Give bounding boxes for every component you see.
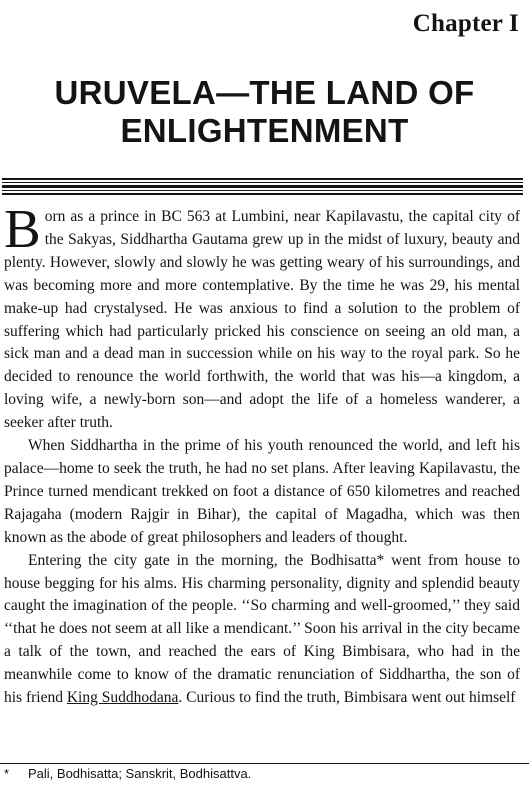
paragraph-3-end: . Curious to find the truth, Bimbisara went out himself (178, 689, 516, 707)
paragraph-2: When Siddhartha in the prime of his youth renounced the world, and left his palace—home to seek the truth, he had no set plans. After leaving Kapilavastu, the Prince turned mendicant trekked on foot a distance of 650 kilometres and reached Rajagaha (modern Rajgir in Bihar), the capital of Magadha, which was then known as the abode of great philosophers and leaders of thought. (4, 437, 520, 546)
footnote-divider (0, 763, 529, 764)
body-text (4, 198, 520, 710)
rule-line-4 (2, 190, 523, 191)
title-rule-divider (2, 178, 523, 198)
footnote (4, 766, 251, 781)
rule-line-5 (2, 193, 523, 195)
rule-line-2 (2, 182, 523, 183)
paragraph-3 (4, 550, 520, 710)
footnote-text: Pali, Bodhisatta; Sanskrit, Bodhisattva. (28, 766, 252, 781)
rule-line-3 (2, 185, 523, 188)
paragraph-1 (4, 198, 520, 435)
chapter-title (0, 74, 529, 150)
footnote-mark: * (4, 766, 10, 781)
chapter-label: Chapter I (412, 10, 519, 37)
paragraph-3-underlined: King Suddhodana (66, 689, 179, 707)
chapter-title-line-2: ENLIGHTENMENT (120, 112, 409, 149)
chapter-title-line-1: URUVELA—THE LAND OF (54, 74, 475, 111)
paragraph-1-text: orn as a prince in BC 563 at Lumbini, near Kapilavastu, the capital city of the Sakyas, Siddhartha Gautama grew up in the midst of luxury, beauty and plenty. However, slowly and slowly he was getting weary of his surroundings, and was becoming more and more contemplative. By the time he was 29, his mental make-up had crystalysed. He was anxious to find a solution to the problem of suffering which had particularly pricked his conscience on seeing an old man, a sick man and a dead man in succession while on his way to the royal park. So he decided to renounce the world forthwith, the world that was his—a kingdom, a loving wife, a newly-born son—and adopt the life of a homeless wanderer, a seeker after truth. (4, 208, 520, 432)
paragraph-3-start: Entering the city gate in the morning, the Bodhisatta* went from house to house begging for his alms. His charming personality, dignity and splendid beauty caught the imagination of the people. ‘‘So charming and well-groomed,’’ they said ‘‘that he does not seem at all like a mendicant.’’ Soon his arrival in the city became a talk of the town, and reached the ears of King Bimbisara, who had in the meanwhile come to know of the dramatic renunciation of Siddhartha, the son of his friend (4, 551, 520, 707)
drop-cap: B (4, 198, 41, 259)
rule-line-1 (2, 178, 523, 180)
